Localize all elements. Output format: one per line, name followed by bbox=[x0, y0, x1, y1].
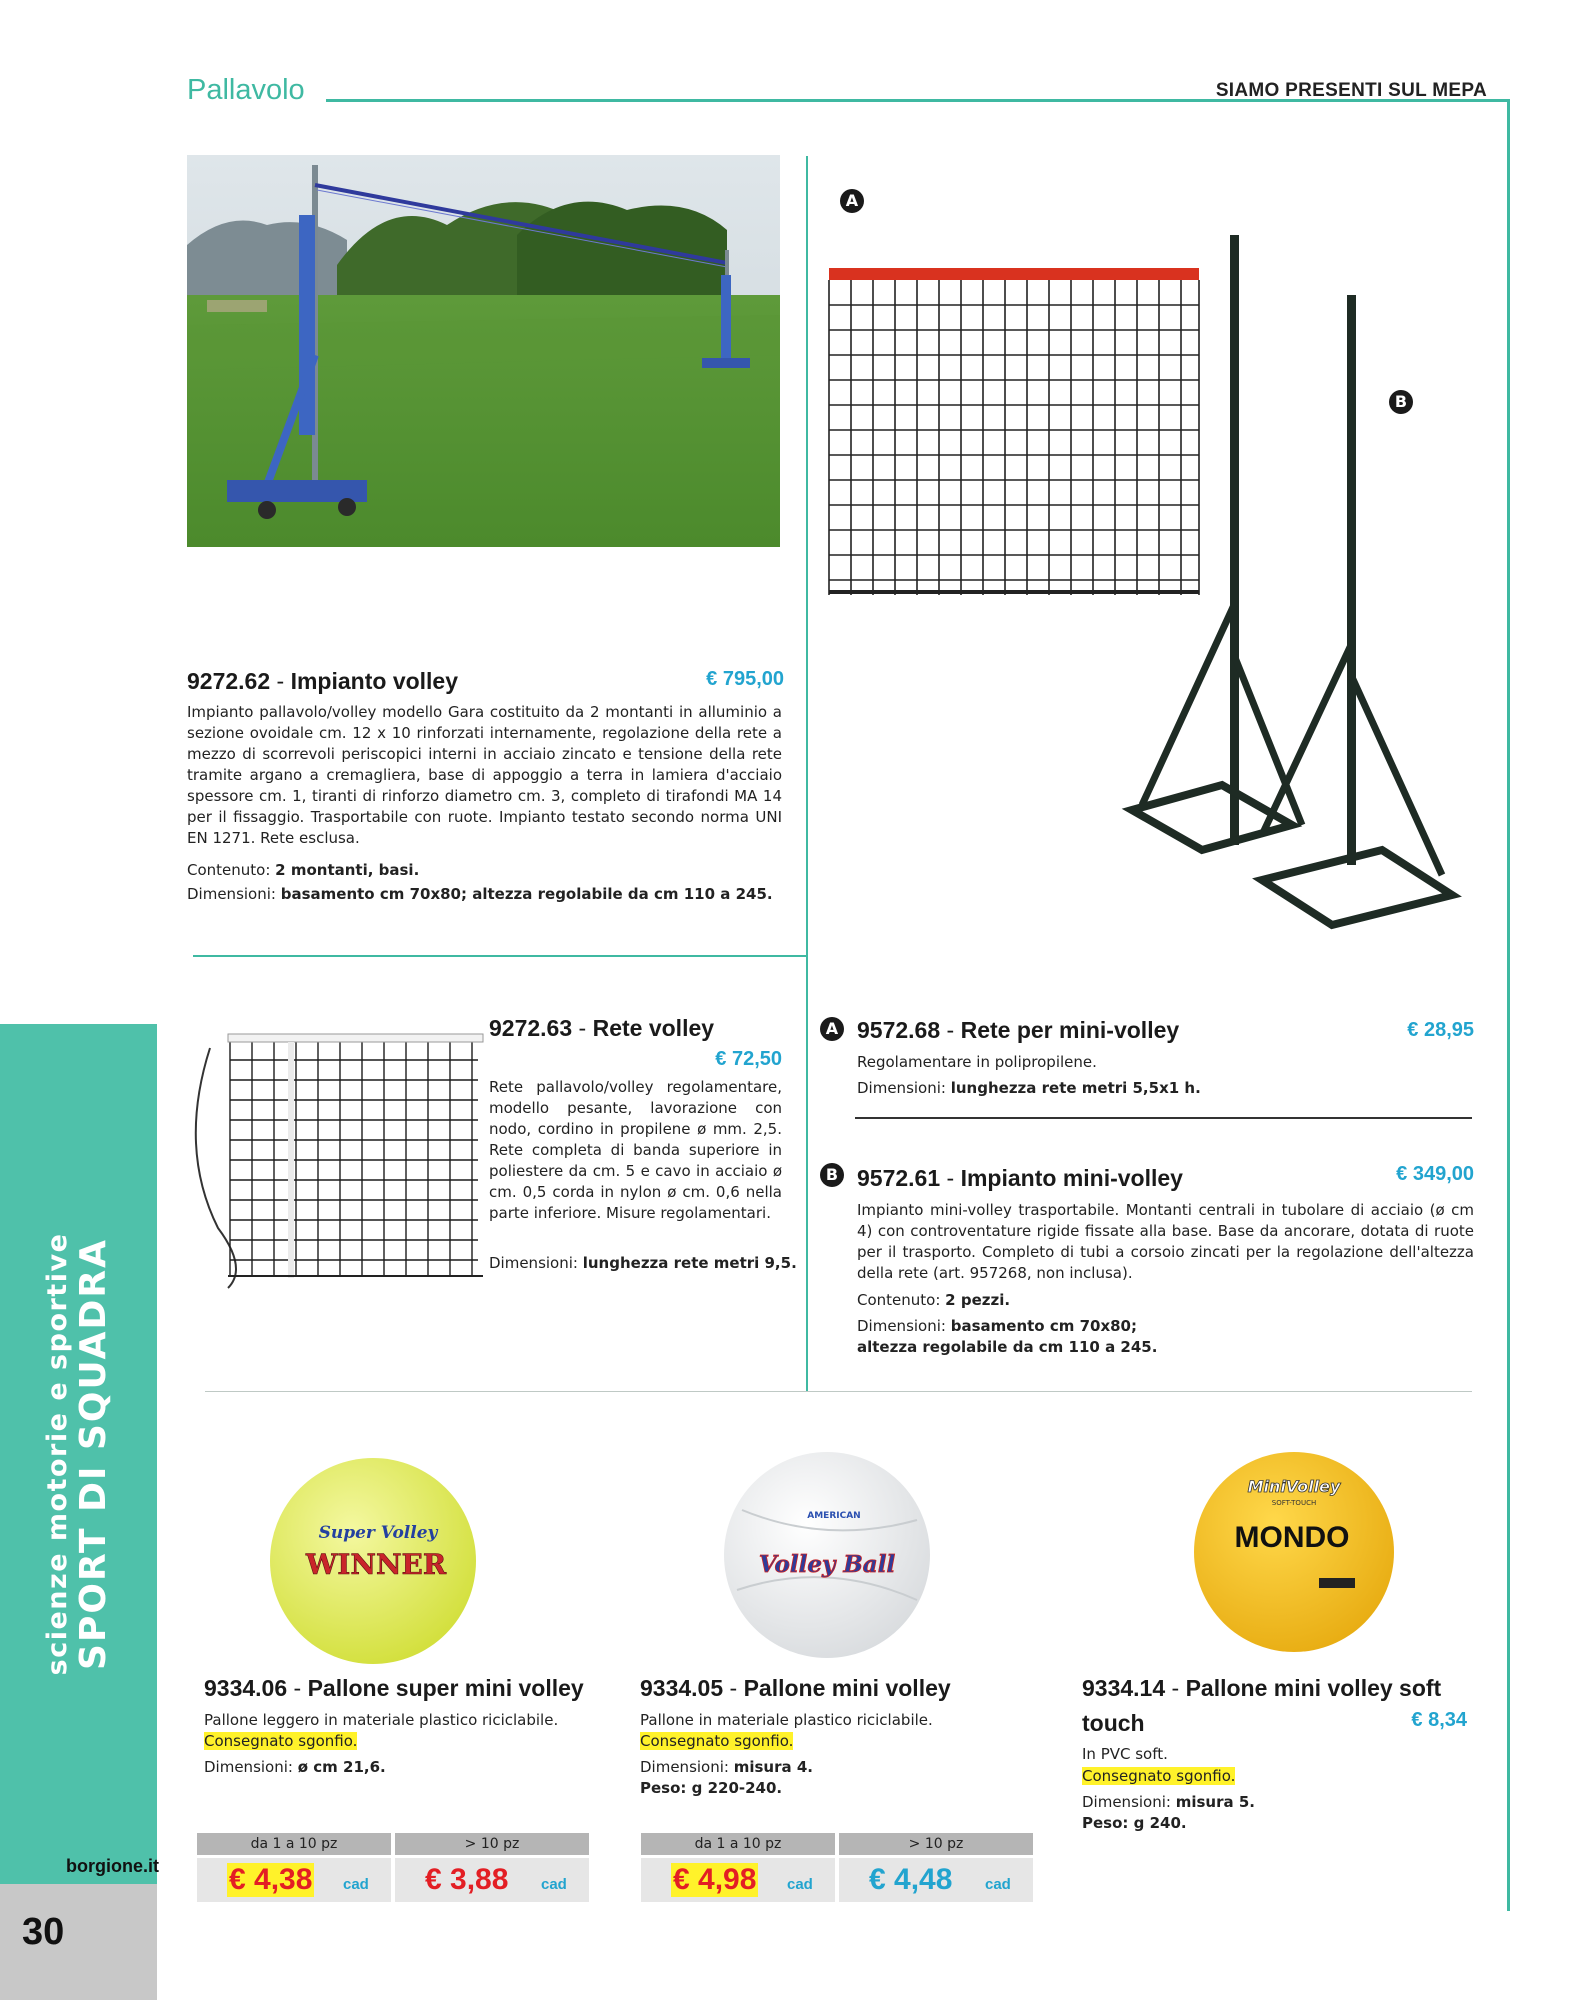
category-label bbox=[42, 1233, 114, 1676]
product-code: 9334.05 bbox=[640, 1675, 724, 1701]
product-title-cont: touch bbox=[1082, 1710, 1145, 1736]
weight-value: g 220-240. bbox=[691, 1779, 783, 1797]
tier-price: € 4,98 bbox=[673, 1863, 757, 1896]
volley-net-image bbox=[188, 1028, 488, 1298]
product-note bbox=[1082, 1766, 1235, 1787]
price-tier-1 bbox=[641, 1833, 835, 1902]
product-dimensions-cont bbox=[857, 1337, 1157, 1358]
product-name: Pallone mini volley soft bbox=[1185, 1675, 1442, 1701]
product-title-9572-68 bbox=[857, 1017, 1179, 1044]
dimensions-value: misura 4. bbox=[733, 1758, 813, 1776]
ball-subbrand: SOFT-TOUCH bbox=[1271, 1499, 1317, 1507]
price-tier-2 bbox=[839, 1833, 1033, 1902]
product-code: 9334.06 bbox=[204, 1675, 288, 1701]
dimensions-label: Dimensioni: bbox=[1082, 1793, 1176, 1811]
badge-a: A bbox=[840, 189, 864, 213]
product-description: Pallone leggero in materiale plastico riciclabile. bbox=[204, 1711, 559, 1729]
product-dimensions bbox=[857, 1316, 1137, 1337]
mondo-ball-image bbox=[1192, 1450, 1397, 1655]
product-dimensions bbox=[187, 884, 773, 905]
badge-b-marker: B bbox=[820, 1163, 844, 1187]
dimensions-label: Dimensioni: bbox=[857, 1317, 951, 1335]
tier-price: € 4,48 bbox=[869, 1863, 953, 1896]
dimensions-value: altezza regolabile da cm 110 a 245. bbox=[857, 1338, 1158, 1356]
ball-brand: Super Volley bbox=[318, 1523, 438, 1543]
contents-value: 2 montanti, basi. bbox=[275, 861, 420, 879]
row-divider-right bbox=[855, 1117, 1472, 1119]
product-weight bbox=[640, 1778, 782, 1799]
product-name: Rete volley bbox=[592, 1015, 715, 1041]
product-weight bbox=[1082, 1813, 1187, 1834]
product-code: 9334.14 bbox=[1082, 1675, 1166, 1701]
ball-brand: MiniVolley bbox=[1247, 1477, 1341, 1496]
tier-unit: cad bbox=[343, 1876, 369, 1893]
product-dimensions bbox=[204, 1757, 386, 1778]
dimensions-label: Dimensioni: bbox=[204, 1758, 298, 1776]
title-separator: - bbox=[940, 1165, 961, 1191]
tier-unit: cad bbox=[541, 1876, 567, 1893]
contents-label: Contenuto: bbox=[857, 1291, 946, 1309]
dimensions-label: Dimensioni: bbox=[187, 885, 281, 903]
title-separator: - bbox=[287, 1675, 308, 1701]
weight-value: g 240. bbox=[1133, 1814, 1187, 1832]
ball-label: WINNER bbox=[305, 1548, 447, 1581]
row-divider-balls bbox=[205, 1391, 1472, 1392]
page-number: 30 bbox=[22, 1911, 65, 1953]
weight-label: Peso: bbox=[640, 1779, 692, 1797]
section-name: SPORT DI SQUADRA bbox=[73, 1238, 114, 1670]
tier-label: da 1 a 10 pz bbox=[197, 1833, 391, 1855]
dimensions-label: Dimensioni: bbox=[857, 1079, 951, 1097]
tier-unit: cad bbox=[985, 1876, 1011, 1893]
product-price: € 28,95 bbox=[1407, 1019, 1474, 1041]
contents-label: Contenuto: bbox=[187, 861, 276, 879]
product-title-9334-14 bbox=[1082, 1675, 1441, 1702]
dimensions-value: lunghezza rete metri 9,5. bbox=[582, 1254, 797, 1272]
product-note bbox=[204, 1731, 357, 1752]
product-description: Impianto pallavolo/volley modello Gara costituito da 2 montanti in alluminio a sezione ovoidale cm. 12 x 10 rinforzati internamente, regolazione della rete a mezzo di scorrevoli periscopici interni in acciaio zincato e tensione della rete tramite argano a cremagliera, base di appoggio a terra in lamiera d'acciaio spessore cm. 1, tiranti di rinforzo diametro cm. 3, completo di tirafondi MA 14 per il fissaggio. Trasportabile con ruote. Impianto testato secondo norma UNI EN 1271. Rete esclusa. bbox=[187, 703, 782, 847]
product-contents bbox=[857, 1290, 1010, 1311]
dimensions-label: Dimensioni: bbox=[640, 1758, 734, 1776]
mepa-notice: SIAMO PRESENTI SUL MEPA bbox=[1215, 80, 1487, 101]
product-contents bbox=[187, 860, 419, 881]
title-separator: - bbox=[1165, 1675, 1186, 1701]
product-name: Impianto volley bbox=[290, 668, 459, 694]
ball-brand: AMERICAN bbox=[807, 1511, 861, 1521]
product-name: Impianto mini-volley bbox=[960, 1165, 1183, 1191]
volley-ball-image bbox=[722, 1450, 932, 1660]
price-tier-1 bbox=[197, 1833, 391, 1902]
tier-label: > 10 pz bbox=[839, 1833, 1033, 1855]
product-title-9334-05 bbox=[640, 1675, 951, 1702]
product-code: 9572.68 bbox=[857, 1017, 941, 1043]
note-highlight: Consegnato sgonfio. bbox=[1082, 1767, 1236, 1785]
product-description: In PVC soft. bbox=[1082, 1745, 1168, 1763]
section-title: Pallavolo bbox=[187, 74, 305, 106]
product-title-9572-61 bbox=[857, 1165, 1183, 1192]
product-dimensions bbox=[1082, 1792, 1255, 1813]
note-highlight: Consegnato sgonfio. bbox=[640, 1732, 794, 1750]
product-title-9272-63 bbox=[489, 1015, 714, 1042]
tier-unit: cad bbox=[787, 1876, 813, 1893]
super-volley-ball-image bbox=[268, 1456, 478, 1666]
dimensions-value: basamento cm 70x80; altezza regolabile da cm 110 a 245. bbox=[280, 885, 773, 903]
product-description: Impianto mini-volley trasportabile. Montanti centrali in tubolare di acciaio (ø cm 4) con controventature rigide fissate alla base. Base da ancorare, dotata di ruote per il trasporto. Completo di tubi a corsoio zincati per la regolazione dell'altezza della rete (art. 957268, non inclusa). bbox=[857, 1201, 1474, 1282]
product-description: Rete pallavolo/volley regolamentare, modello pesante, lavorazione con nodo, cordino in propilene ø mm. 2,5. Rete completa di banda superiore in poliestere da cm. 5 e cavo in acciaio ø cm. 0,5 corda in nylon ø cm. 0,6 nella parte inferiore. Misure regolamentari. bbox=[489, 1078, 782, 1222]
product-code: 9272.63 bbox=[489, 1015, 573, 1041]
price-table-9334-06 bbox=[197, 1833, 589, 1902]
product-note bbox=[640, 1731, 793, 1752]
product-name: Pallone mini volley bbox=[743, 1675, 951, 1701]
product-description: Regolamentare in polipropilene. bbox=[857, 1053, 1097, 1071]
site-url[interactable]: borgione.it bbox=[66, 1856, 159, 1876]
product-title-9272-62 bbox=[187, 668, 458, 695]
column-divider bbox=[806, 156, 808, 1392]
tier-label: > 10 pz bbox=[395, 1833, 589, 1855]
product-title-9334-06 bbox=[204, 1675, 584, 1702]
note-highlight: Consegnato sgonfio. bbox=[204, 1732, 358, 1750]
mini-volley-set-image bbox=[822, 225, 1502, 945]
tier-label: da 1 a 10 pz bbox=[641, 1833, 835, 1855]
dimensions-label: Dimensioni: bbox=[489, 1254, 583, 1272]
badge-b: B bbox=[1389, 390, 1413, 414]
dimensions-value: basamento cm 70x80; bbox=[950, 1317, 1137, 1335]
dimensions-value: misura 5. bbox=[1175, 1793, 1255, 1811]
product-dimensions bbox=[489, 1253, 797, 1274]
contents-value: 2 pezzi. bbox=[945, 1291, 1011, 1309]
product-description: Pallone in materiale plastico riciclabile. bbox=[640, 1711, 933, 1729]
badge-a-marker: A bbox=[820, 1017, 844, 1041]
ball-label: Volley Ball bbox=[758, 1551, 896, 1578]
price-tier-2 bbox=[395, 1833, 589, 1902]
product-dimensions bbox=[857, 1078, 1201, 1099]
dimensions-value: lunghezza rete metri 5,5x1 h. bbox=[950, 1079, 1201, 1097]
dimensions-value: ø cm 21,6. bbox=[297, 1758, 386, 1776]
volley-court-photo bbox=[187, 155, 780, 547]
title-separator: - bbox=[723, 1675, 744, 1701]
product-code: 9272.62 bbox=[187, 668, 271, 694]
title-separator: - bbox=[940, 1017, 961, 1043]
price-table-9334-05 bbox=[641, 1833, 1033, 1902]
product-price: € 72,50 bbox=[715, 1048, 782, 1070]
product-dimensions bbox=[640, 1757, 813, 1778]
product-code: 9572.61 bbox=[857, 1165, 941, 1191]
category-name: scienze motorie e sportive bbox=[42, 1232, 73, 1676]
row-divider-left bbox=[193, 955, 806, 957]
product-name: Pallone super mini volley bbox=[307, 1675, 584, 1701]
weight-label: Peso: bbox=[1082, 1814, 1134, 1832]
product-price: € 795,00 bbox=[706, 668, 784, 690]
title-separator: - bbox=[270, 668, 291, 694]
tier-price: € 4,38 bbox=[229, 1863, 313, 1896]
product-price: € 8,34 bbox=[1411, 1709, 1467, 1731]
product-name: Rete per mini-volley bbox=[960, 1017, 1180, 1043]
ball-label: MONDO bbox=[1234, 1521, 1350, 1554]
title-separator: - bbox=[572, 1015, 593, 1041]
product-price: € 349,00 bbox=[1396, 1163, 1474, 1185]
right-rule bbox=[1507, 99, 1510, 1911]
tier-price: € 3,88 bbox=[425, 1863, 509, 1896]
